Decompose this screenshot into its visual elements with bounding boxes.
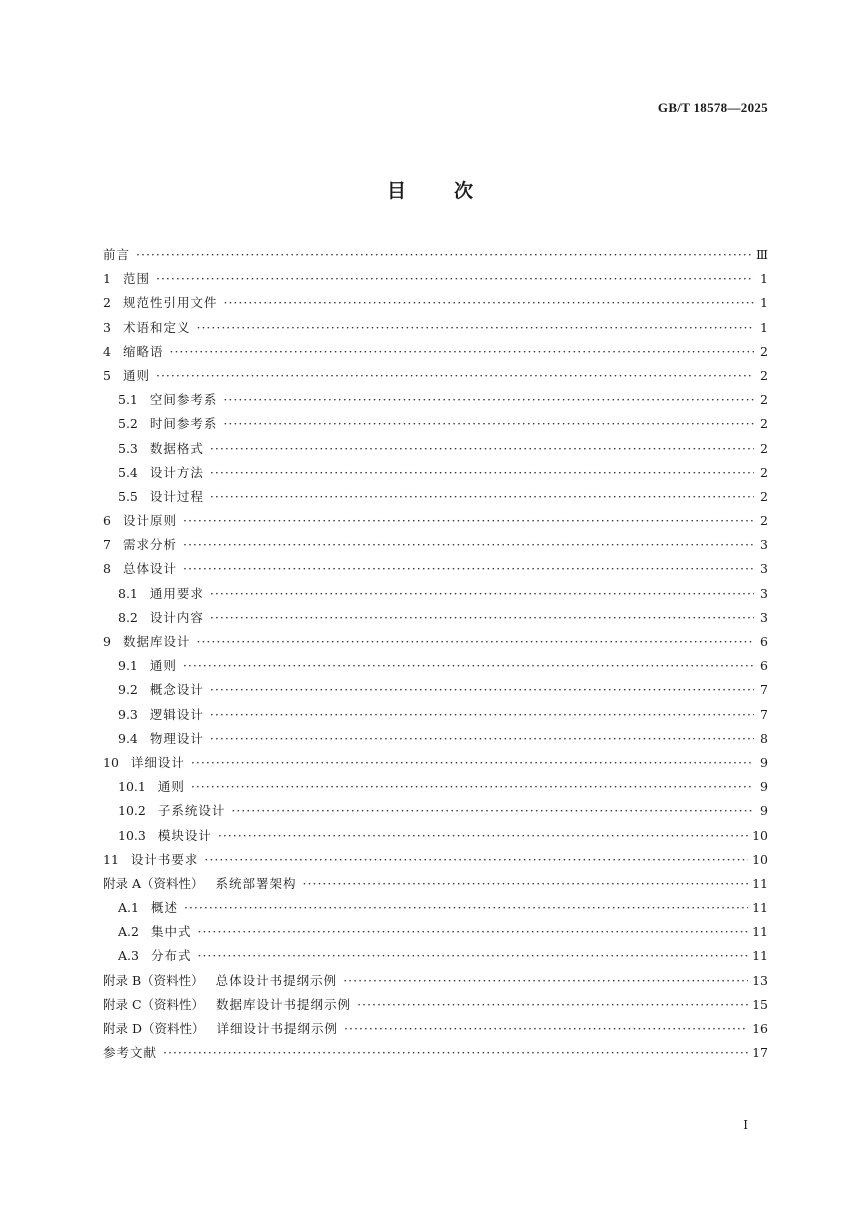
toc-entry-label: 物理设计 [149, 730, 204, 746]
toc-entry-number: 9.4 [118, 730, 138, 746]
toc-entry-number: 5.3 [118, 440, 138, 456]
dot-leader [210, 610, 754, 625]
toc-entry-page: 2 [760, 343, 768, 359]
toc-entry-page: 2 [760, 513, 768, 529]
toc-entry-page: 3 [760, 537, 768, 553]
toc-entry-label: 数据库设计书提纲示例 [216, 996, 352, 1012]
toc-entry[interactable] [103, 487, 768, 511]
toc-entry[interactable] [103, 995, 768, 1019]
dot-leader [163, 1045, 748, 1060]
dot-leader [156, 271, 754, 286]
toc-entry-page: 3 [760, 609, 768, 625]
toc-entry-page: 13 [752, 972, 768, 988]
page-number: I [743, 1118, 748, 1132]
toc-entry[interactable] [103, 559, 768, 583]
toc-entry-page: 10 [752, 851, 768, 867]
toc-entry[interactable] [103, 729, 768, 753]
toc-entry-number: 10.3 [118, 827, 146, 843]
toc-entry-page: 1 [760, 271, 768, 287]
toc-entry-page: 17 [752, 1045, 768, 1061]
toc-entry-number: 10 [103, 754, 119, 770]
toc-entry[interactable] [103, 850, 768, 874]
toc-entry-label: 设计书要求 [130, 851, 199, 867]
dot-leader [156, 368, 754, 383]
toc-entry-number: 8 [103, 561, 111, 577]
dot-leader [183, 658, 754, 673]
toc-entry-label: 数据库设计 [122, 634, 191, 649]
toc-entry-number: 4 [103, 343, 111, 359]
page-title: 目次 [386, 180, 521, 202]
toc-entry-label: 详细设计书提纲示例 [216, 1021, 339, 1036]
toc-entry-label: 通用要求 [149, 585, 204, 601]
toc-entry[interactable] [103, 608, 768, 632]
toc-entry-label: 子系统设计 [157, 803, 226, 819]
toc-entry-label: 术语和定义 [122, 319, 191, 335]
toc-entry-label: 设计过程 [149, 488, 204, 504]
toc-entry[interactable] [103, 584, 768, 608]
dot-leader [210, 489, 754, 504]
toc-entry-number: 3 [103, 319, 111, 335]
toc-entry[interactable] [103, 293, 768, 317]
toc-entry[interactable] [103, 801, 768, 825]
toc-entry-number: 附录 A（资料性） [103, 875, 204, 891]
toc-entry-label: 缩略语 [122, 343, 164, 359]
toc-entry-label: 设计方法 [149, 464, 204, 480]
toc-entry-page: 11 [752, 875, 768, 891]
toc-entry-number: 附录 B（资料性） [103, 972, 204, 988]
toc-entry-page: 11 [752, 924, 768, 940]
toc-entry-number: 5.4 [118, 464, 138, 480]
dot-leader [204, 852, 748, 867]
dot-leader [357, 997, 748, 1012]
toc-entry-number: 5.5 [118, 488, 138, 504]
toc-entry-page: 2 [760, 464, 768, 480]
dot-leader [197, 924, 748, 939]
toc-entry-number: 10.2 [118, 803, 146, 819]
dot-leader [183, 513, 754, 528]
toc-entry-number: 9.2 [118, 682, 138, 698]
toc-entry-page: 2 [760, 416, 768, 432]
toc-entry[interactable] [103, 342, 768, 366]
toc-entry-label: 模块设计 [157, 827, 212, 843]
dot-leader [218, 828, 748, 843]
dot-leader [196, 320, 754, 335]
dot-leader [210, 586, 754, 601]
toc-entry-label: 时间参考系 [149, 416, 218, 432]
toc-entry[interactable] [103, 245, 768, 269]
toc-entry-number: 附录 C（资料性） [103, 996, 205, 1012]
toc-entry-page: 9 [760, 754, 768, 770]
toc-entry-page: 2 [760, 367, 768, 383]
toc-entry-page: 9 [760, 803, 768, 819]
dot-leader [191, 755, 754, 770]
toc-entry-number: 5.1 [118, 392, 138, 408]
dot-leader [210, 441, 754, 456]
toc-entry-number: 2 [103, 295, 111, 311]
toc-entry[interactable] [103, 680, 768, 704]
toc-entry-page: 1 [760, 295, 768, 311]
toc-entry-page: 2 [760, 440, 768, 456]
toc-entry-label: 规范性引用文件 [122, 295, 218, 311]
toc-entry-page: 16 [752, 1021, 768, 1036]
toc-entry[interactable] [103, 946, 768, 970]
toc-entry-number: 9.3 [118, 706, 138, 722]
toc-entry-number: A.3 [118, 948, 139, 964]
toc-entry-label: 通则 [157, 779, 185, 795]
toc-entry[interactable] [103, 535, 768, 559]
toc-entry-label: 总体设计书提纲示例 [215, 972, 338, 988]
toc-entry-number: 5 [103, 367, 111, 383]
dot-leader [223, 416, 754, 431]
toc-entry-label: 通则 [122, 367, 150, 383]
toc-entry[interactable] [103, 632, 768, 656]
toc-entry[interactable] [103, 777, 768, 801]
dot-leader [183, 561, 754, 576]
toc-entry[interactable] [103, 1019, 768, 1043]
toc-entry[interactable] [103, 898, 768, 922]
toc-entry-label: 概念设计 [149, 682, 204, 698]
dot-leader [169, 344, 754, 359]
toc-entry-label: 概述 [150, 900, 178, 916]
toc-entry-page: Ⅲ [755, 247, 768, 262]
toc-entry[interactable] [103, 656, 768, 680]
table-of-contents [103, 245, 768, 1067]
dot-leader [136, 247, 752, 262]
dot-leader [191, 779, 754, 794]
toc-entry-page: 1 [760, 319, 768, 335]
toc-entry-label: 数据格式 [149, 440, 204, 456]
toc-entry-page: 11 [752, 900, 768, 916]
dot-leader [231, 803, 754, 818]
toc-entry-label: 通则 [149, 658, 177, 674]
toc-entry-number: 8.2 [118, 609, 138, 625]
dot-leader [210, 731, 754, 746]
dot-leader [223, 295, 754, 310]
toc-entry-page: 6 [760, 658, 768, 674]
toc-entry[interactable] [103, 269, 768, 293]
toc-entry-page: 6 [760, 634, 768, 649]
dot-leader [344, 1021, 748, 1036]
dot-leader [210, 682, 754, 697]
toc-entry[interactable] [103, 511, 768, 535]
toc-entry-page: 8 [760, 730, 768, 746]
dot-leader [183, 537, 754, 552]
toc-entry[interactable] [103, 874, 768, 898]
toc-entry[interactable] [103, 366, 768, 390]
toc-entry-page: 3 [760, 585, 768, 601]
dot-leader [210, 465, 754, 480]
toc-entry[interactable] [103, 439, 768, 463]
toc-entry-label: 分布式 [150, 948, 192, 964]
toc-entry-number: 1 [103, 271, 111, 287]
dot-leader [196, 634, 754, 649]
toc-entry-number: 11 [103, 851, 119, 867]
toc-entry-number: A.2 [118, 924, 139, 940]
toc-entry[interactable] [103, 705, 768, 729]
toc-entry-label: 空间参考系 [149, 392, 218, 408]
toc-entry[interactable] [103, 318, 768, 342]
toc-entry-label: 设计内容 [149, 609, 204, 625]
toc-entry[interactable] [103, 971, 768, 995]
dot-leader [210, 707, 754, 722]
toc-entry[interactable] [103, 922, 768, 946]
toc-entry-page: 15 [752, 996, 768, 1012]
dot-leader [303, 876, 749, 891]
toc-entry[interactable] [103, 414, 768, 438]
toc-entry-label: 参考文献 [103, 1045, 158, 1061]
toc-entry-number: 附录 D（资料性） [103, 1021, 205, 1036]
toc-entry-label: 设计原则 [122, 513, 177, 529]
toc-entry-label: 前言 [103, 247, 131, 262]
toc-entry-number: 10.1 [118, 779, 146, 795]
toc-entry-label: 逻辑设计 [149, 706, 204, 722]
toc-entry-page: 3 [760, 561, 768, 577]
toc-entry-label: 系统部署架构 [215, 875, 297, 891]
toc-entry[interactable] [103, 1043, 768, 1067]
toc-entry[interactable] [103, 753, 768, 777]
dot-leader [343, 973, 748, 988]
toc-entry-page: 10 [752, 827, 768, 843]
toc-entry-number: 5.2 [118, 416, 138, 432]
standard-number: GB/T 18578—2025 [657, 100, 768, 115]
toc-entry-label: 集中式 [150, 924, 192, 940]
toc-entry-page: 9 [760, 779, 768, 795]
toc-entry-label: 总体设计 [122, 561, 177, 577]
toc-entry-label: 需求分析 [122, 537, 177, 553]
toc-entry[interactable] [103, 390, 768, 414]
toc-entry-number: A.1 [118, 900, 139, 916]
toc-entry-page: 2 [760, 392, 768, 408]
dot-leader [184, 900, 748, 915]
toc-entry[interactable] [103, 826, 768, 850]
toc-entry-number: 9 [103, 634, 111, 649]
toc-entry-label: 范围 [122, 271, 150, 287]
toc-entry-number: 9.1 [118, 658, 138, 674]
dot-leader [223, 392, 754, 407]
toc-entry-number: 6 [103, 513, 111, 529]
toc-entry[interactable] [103, 463, 768, 487]
toc-entry-label: 详细设计 [130, 754, 185, 770]
toc-entry-number: 8.1 [118, 585, 138, 601]
dot-leader [197, 948, 748, 963]
toc-entry-number: 7 [103, 537, 111, 553]
toc-entry-page: 11 [752, 948, 768, 964]
toc-entry-page: 7 [760, 682, 768, 698]
toc-entry-page: 2 [760, 488, 768, 504]
toc-entry-page: 7 [760, 706, 768, 722]
